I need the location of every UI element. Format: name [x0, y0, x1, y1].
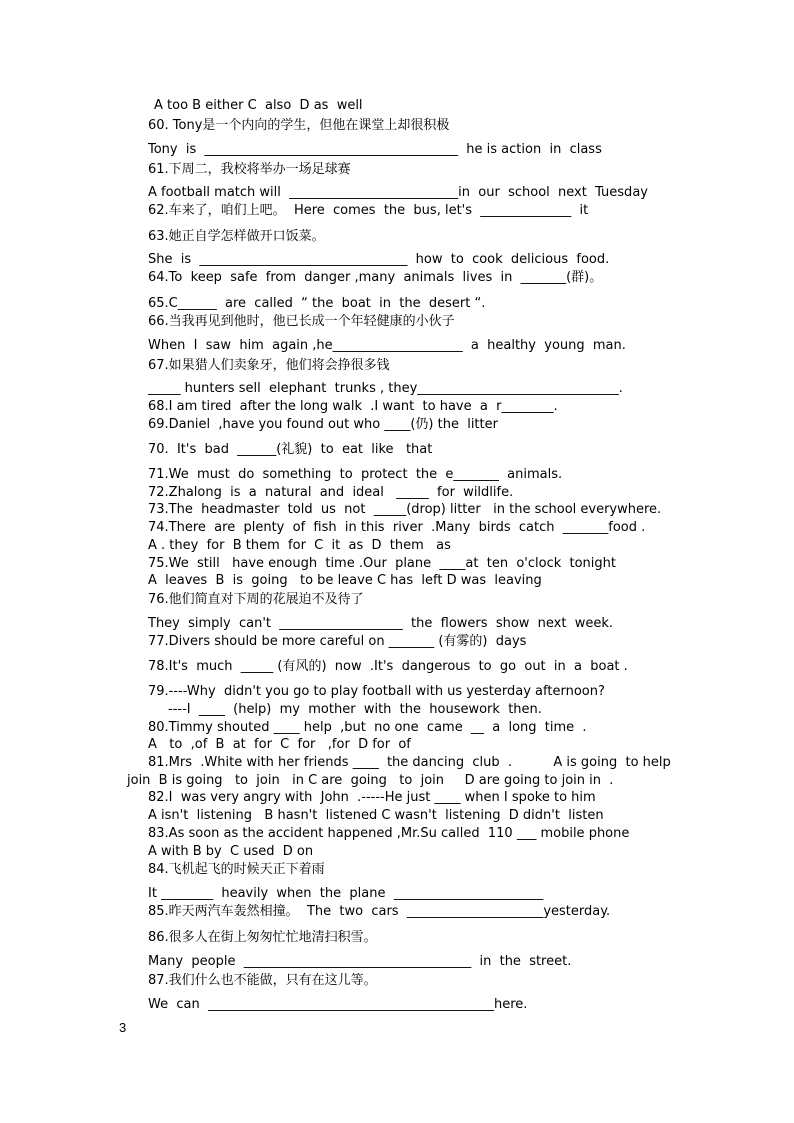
- question-85: 85.昨天两汽车轰然相撞。 The two cars _____________________yesterday.: [148, 904, 611, 919]
- answer-line-84: It ________ heavily when the plane _______________________: [148, 886, 544, 901]
- options-line-83: A with B by C used D on: [148, 844, 314, 859]
- question-69: 69.Daniel ,have you found out who ____(仍) the litter: [148, 417, 498, 432]
- question-62: 62.车来了，咱们上吧。 Here comes the bus, let's ______________ it: [148, 203, 589, 218]
- question-83: 83.As soon as the accident happened ,Mr.Su called 110 ___ mobile phone: [148, 826, 630, 841]
- options-line-81: join B is going to join in C are going to join D are going to join in .: [127, 773, 614, 788]
- answer-line-86: Many people ___________________________________ in the street.: [148, 954, 572, 969]
- question-76: 76.他们简直对下周的花展迫不及待了: [148, 592, 364, 607]
- answer-line-63: She is ________________________________ how to cook delicious food.: [148, 252, 610, 267]
- options-line-59: A too B either C also D as well: [154, 98, 363, 113]
- options-line-82: A isn't listening B hasn't listened C wasn't listening D didn't listen: [148, 808, 604, 823]
- answer-line-66: When I saw him again ,he____________________ a healthy young man.: [148, 338, 626, 353]
- dialogue-line-79: ----I ____ (help) my mother with the housework then.: [168, 702, 542, 717]
- page-number: 3: [119, 1020, 127, 1035]
- question-87: 87.我们什么也不能做，只有在这儿等。: [148, 973, 377, 988]
- question-70: 70. It's bad ______(礼貌) to eat like that: [148, 442, 433, 457]
- question-78: 78.It's much _____ (有风的) now .It's dangerous to go out in a boat .: [148, 659, 628, 674]
- options-line-74: A . they for B them for C it as D them as: [148, 538, 451, 553]
- question-86: 86.很多人在街上匆匆忙忙地清扫积雪。: [148, 930, 377, 945]
- question-81: 81.Mrs .White with her friends ____ the dancing club . A is going to help: [148, 755, 671, 770]
- question-67: 67.如果猎人们卖象牙，他们将会挣很多钱: [148, 358, 390, 373]
- answer-line-60: Tony is _______________________________________ he is action in class: [148, 142, 602, 157]
- answer-line-87: We can ____________________________________________here.: [148, 997, 528, 1012]
- question-80: 80.Timmy shouted ____ help ,but no one came __ a long time .: [148, 720, 587, 735]
- question-79: 79.----Why didn't you go to play football with us yesterday afternoon?: [148, 684, 605, 699]
- question-72: 72.Zhalong is a natural and ideal _____ for wildlife.: [148, 485, 514, 500]
- question-61: 61.下周二，我校将举办一场足球赛: [148, 162, 351, 177]
- question-73: 73.The headmaster told us not _____(drop) litter in the school everywhere.: [148, 502, 662, 517]
- options-line-75: A leaves B is going to be leave C has left D was leaving: [148, 573, 542, 588]
- question-65: 65.C______ are called “ the boat in the desert “.: [148, 296, 486, 311]
- options-line-80: A to ,of B at for C for ,for D for of: [148, 737, 411, 752]
- question-74: 74.There are plenty of fish in this river .Many birds catch _______food .: [148, 520, 646, 535]
- question-77: 77.Divers should be more careful on _______ (有雾的) days: [148, 634, 527, 649]
- answer-line-61: A football match will __________________________in our school next Tuesday: [148, 185, 648, 200]
- question-75: 75.We still have enough time .Our plane ____at ten o'clock tonight: [148, 556, 616, 571]
- answer-line-76: They simply can't ___________________ the flowers show next week.: [148, 616, 614, 631]
- question-84: 84.飞机起飞的时候天正下着雨: [148, 862, 325, 877]
- question-68: 68.I am tired after the long walk .I want to have a r________.: [148, 399, 558, 414]
- answer-line-67: _____ hunters sell elephant trunks , they_______________________________.: [148, 381, 623, 396]
- question-64: 64.To keep safe from danger ,many animals lives in _______(群)。: [148, 270, 603, 285]
- question-66: 66.当我再见到他时，他已长成一个年轻健康的小伙子: [148, 314, 455, 329]
- question-63: 63.她正自学怎样做开口饭菜。: [148, 229, 325, 244]
- question-71: 71.We must do something to protect the e_______ animals.: [148, 467, 563, 482]
- question-60: 60. Tony是一个内向的学生，但他在课堂上却很积极: [148, 118, 450, 133]
- question-82: 82.I was very angry with John .-----He just ____ when I spoke to him: [148, 790, 596, 805]
